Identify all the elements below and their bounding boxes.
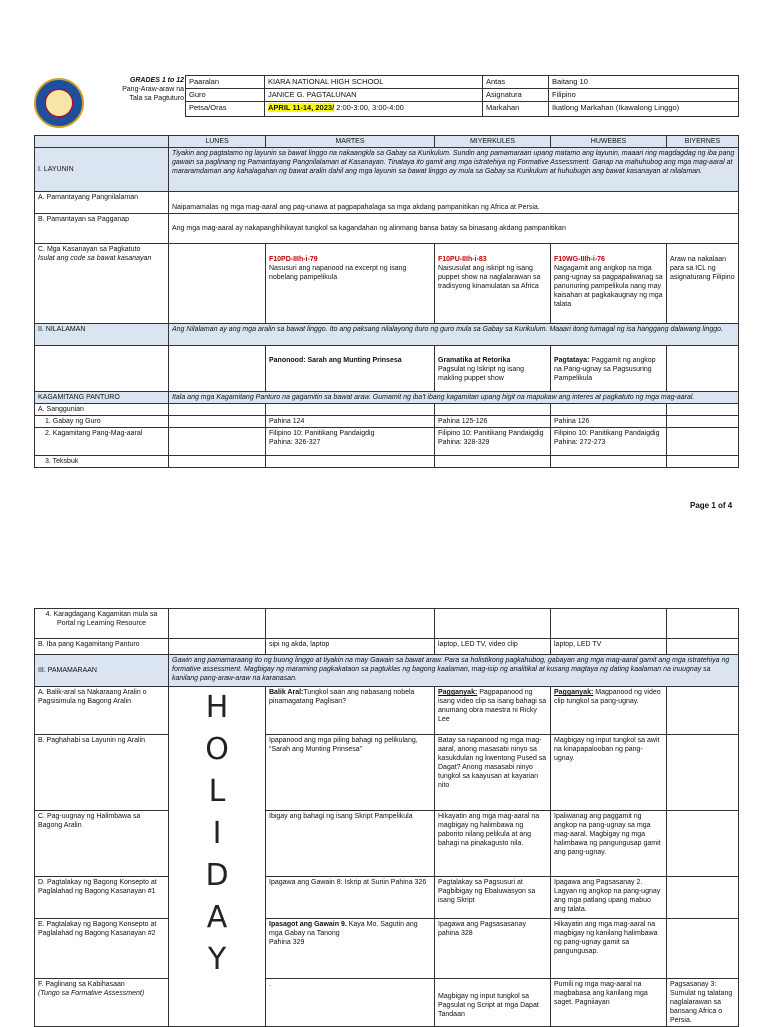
paghahabi-miyerkules: Batay sa napanood ng mga mag-aaral, anong masasabi ninyo sa kasukdulan ng kwentong Pused sa Dagat? Anong masasabi ninyo tungkol sa kaayusan at kayarian nito <box>435 735 551 811</box>
gawain-page: Pahina 329 <box>269 939 305 946</box>
balik-aral-tag: Balik Aral: <box>269 689 304 696</box>
pagganyak-tag: Pagganyak: <box>438 689 478 696</box>
kasanayan-cell <box>35 244 169 324</box>
form-title <box>100 76 184 103</box>
layunin-row <box>35 148 739 192</box>
nilalaman-huwebes <box>551 346 667 392</box>
teksbuk-row <box>35 456 739 468</box>
antas-label: Antas <box>483 76 549 89</box>
karagdagang-label: 4. Karagdagang Kagamitan mula sa Portal ng Learning Resource <box>35 609 169 639</box>
petsa-date: APRIL 11-14, 2023/ <box>268 103 335 112</box>
dll-line-1: Pang-Araw-araw na <box>122 86 184 93</box>
pamantayang-pangnilalaman-row <box>35 192 739 214</box>
page-number: 1 <box>711 501 716 510</box>
guro-label: Guro <box>186 89 265 102</box>
kasanayan-biyernes <box>667 244 739 324</box>
deped-seal-icon <box>34 78 84 128</box>
kagamitang-mag-aaral-row <box>35 428 739 456</box>
pagganap-label: B. Pamantayan sa Pagganap <box>35 214 169 244</box>
paghahabi-huwebes: Magbigay ng input tungkol sa awit na kinapapalooban ng pang-ugnay. <box>551 735 667 811</box>
gawain-tag: Ipasagot ang Gawain 9. <box>269 921 347 928</box>
konsepto-2-martes <box>266 919 435 979</box>
balik-aral-huwebes <box>551 687 667 735</box>
kag-huwebes <box>551 428 667 456</box>
karagdagang-row <box>35 609 739 639</box>
dll-line-2: Tala sa Pagtuturo <box>129 95 184 102</box>
kasanayan-huwebes <box>551 244 667 324</box>
pamantayan-pagganap-row <box>35 214 739 244</box>
paglinang-miyerkules: Pumili ng mga mag-aaral na magbabasa ang kanilang mga saget. Pagniiayan <box>551 979 667 1027</box>
iba-miyerkules: laptop, LED TV, video clip <box>435 639 551 655</box>
asignatura-label: Asignatura <box>483 89 549 102</box>
kag-martes-pages: Pahina: 326-327 <box>269 439 321 446</box>
iba-label: B. Iba pang Kagamitang Panturo <box>35 639 169 655</box>
gabay-miyerkules: Pahina 125-126 <box>435 416 551 428</box>
pangnilalaman-text: Naipamamalas ng mga mag-aaral ang pag-unawa at pagpapahalaga sa mga akdang pampanitikan ng Africa at Persia. <box>169 192 739 214</box>
teksbuk-label: 3. Teksbuk <box>35 456 169 468</box>
sanggunian-label: A. Sanggunian <box>35 404 169 416</box>
huwebes-topic: Pagtataya: <box>554 357 590 364</box>
pagganyak-tag: Pagganyak: <box>554 689 594 696</box>
holiday-letter: A <box>206 900 228 935</box>
petsa-label: Petsa/Oras <box>186 102 265 117</box>
petsa-time: 2:00-3:00, 3:00-4:00 <box>334 103 404 112</box>
day-lunes: LUNES <box>169 136 266 148</box>
balik-aral-text: Tungkol saan ang nabasang nobela pinamagatang Paglisan? <box>269 689 415 705</box>
dll-table-page-2 <box>34 608 739 1027</box>
gabay-huwebes: Pahina 126 <box>551 416 667 428</box>
miyerkules-subtopic: Pagsulat ng Iskript ng isang makling puppet show <box>438 366 524 382</box>
holiday-letter: D <box>205 858 229 893</box>
balik-aral-martes <box>266 687 435 735</box>
konsepto-2-row <box>35 919 739 979</box>
paghahabi-label: B. Paghahabi sa Layunin ng Aralin <box>35 735 169 811</box>
nilalaman-miyerkules <box>435 346 551 392</box>
kag-martes <box>266 428 435 456</box>
pamamaraan-text: Gawin ang pamamaraang ito ng buong linggo at tiyakin na may Gawain sa bawat araw. Para sa holistikong pagkahubog, gabayan ang mga mag-aaral gamit ang mga istratehiya ng formative assessment. Magbigay ng maraming pagkakataon sa pagtuklas ng bagong kaalaman, mag-isip ng analitikal at kusang magtaya ng dating kaalaman na inuugnay sa kanilang pang-araw-araw na karanasan. <box>169 655 739 687</box>
layunin-text: Tiyakin ang pagtatamo ng layunin sa bawat linggo na nakaangkla sa Gabay sa Kurikulum. Sundin ang pamamaraan upang matamo ang layunin, maaari ring magdagdag ng iba pang gawain sa paglinang ng Pamantayang Pangnilalaman at Kasanayan. Tinataya ito gamit ang mga istratehiya ng Formative Assessment. Ganap na mahuhubog ang mga mag-aaral at mararamdaman ang kahalagahan ng bawat aralin dahil ang mga layunin sa bawat linggo ay mula sa Gabay sa Kurikulum at huhubugin ang bawat kasanayan at nilalaman. <box>169 148 739 192</box>
paglinang-row <box>35 979 739 1027</box>
huwebes-competency: Nagagamit ang angkop na mga pang-ugnay sa pagpapaliwanag sa panunuring pampelikula nang may kaisahan at pagkakaugnay ng mga talata <box>554 265 663 308</box>
dll-table-page-1 <box>34 135 739 468</box>
konsepto-1-label: D. Pagtalakay ng Bagong Konsepto at Paglalahad ng Bagong Kasanayan #1 <box>35 877 169 919</box>
paglinang-huwebes: Pagsasanay 3: Sumulat ng talatang naglalarawan sa bansang Africa o Persia. <box>667 979 739 1027</box>
holiday-letter: L <box>208 774 226 809</box>
asignatura-value: Filipino <box>549 89 739 102</box>
layunin-label: I. LAYUNIN <box>35 148 169 192</box>
balik-aral-row <box>35 687 739 735</box>
biyernes-note: Araw na nakalaan para sa ICL ng asignaturang Filipino <box>670 256 735 281</box>
iba-pang-kagamitan-row <box>35 639 739 655</box>
kagamitang-text: Itala ang mga Kagamitang Panturo na gagamitin sa bawat araw. Gumamit ng iba't ibang kagamitan upang higit na mapukaw ang interes at pagkatuto ng mga mag-aaral. <box>169 392 739 404</box>
kasanayan-miyerkules <box>435 244 551 324</box>
pamamaraan-label: III. PAMAMARAAN <box>35 655 169 687</box>
paghahabi-row <box>35 735 739 811</box>
day-miyerkules: MIYERKULES <box>435 136 551 148</box>
konsepto-1-miyerkules: Pagtalakay sa Pagsusuri at Pagbibigay ng Ebaluwasyon sa isang Skript <box>435 877 551 919</box>
markahan-label: Markahan <box>483 102 549 117</box>
school-seal <box>34 78 84 128</box>
martes-competency: Nasusuri ang napanood na excerpt ng isang nobelang pampelikula <box>269 265 407 281</box>
miyerkules-topic: Gramatika at Retorika <box>438 357 511 364</box>
konsepto-1-martes: Ipagawa ang Gawain 8: Iskrip at Suriin Pahina 326 <box>266 877 435 919</box>
iba-huwebes: laptop, LED TV <box>551 639 667 655</box>
day-martes: MARTES <box>266 136 435 148</box>
konsepto-2-huwebes: Hikayatin ang mga mag-aaral na magbigay ng kanilang halimbawa ng pang-ugnay gamit sa pangungusap. <box>551 919 667 979</box>
holiday-letter: I <box>212 816 222 851</box>
balik-aral-miyerkules <box>435 687 551 735</box>
paghahabi-martes: Ipapanood ang mga piling bahagi ng pelikulang, “Sarah ang Munting Prinsesa” <box>266 735 435 811</box>
konsepto-2-miyerkules: Ipagawa ang Pagsasasanay pahina 328 <box>435 919 551 979</box>
pag-uugnay-label: C. Pag-uugnay ng Halimbawa sa Bagong Aralin <box>35 811 169 877</box>
konsepto-1-row <box>35 877 739 919</box>
huwebes-subtopic: Paggamit ng angkop na Pang-ugnay sa Pagsusuring Pampelikula <box>554 357 656 382</box>
grades-label: GRADES 1 to 12 <box>129 77 184 84</box>
kag-huw-book: Filipino 10: Panitikang Pandaigdig <box>554 430 660 437</box>
pangnilalaman-label: A. Pamantayang Pangnilalaman <box>35 192 169 214</box>
paglinang-martes <box>435 979 551 1027</box>
gawain-text: Kaya Mo. Sagutin ang mga Gabay na Tanong <box>269 921 418 937</box>
holiday-letter: O <box>205 732 229 767</box>
paglinang-label: F. Paglinang sa Kabihasaan <box>38 981 125 988</box>
gabay-label: 1. Gabay ng Guro <box>35 416 169 428</box>
kasanayan-martes <box>266 244 435 324</box>
pagganap-text: Ang mga mag-aaral ay nakapanghihikayat tungkol sa kagandahan ng alinmang bansa batay sa binasang akdang pampanitikan <box>169 214 739 244</box>
kagamitang-label: KAGAMITANG PANTURO <box>35 392 169 404</box>
kag-miyerkules <box>435 428 551 456</box>
page-indicator <box>690 501 732 510</box>
markahan-value: Ikatlong Markahan (Ikawalong Linggo) <box>549 102 739 117</box>
holiday-cell <box>169 687 266 1027</box>
huwebes-code: F10WG-IIIh-i-76 <box>554 256 605 263</box>
paglinang-lunes: . <box>266 979 435 1027</box>
guro-value: JANICE G. PAGTALUNAN <box>265 89 483 102</box>
kagamitang-row <box>35 392 739 404</box>
martes-topic: Panonood: Sarah ang Munting Prinsesa <box>269 357 402 364</box>
antas-value: Baitang 10 <box>549 76 739 89</box>
kag-miy-book: Filipino 10: Panitikang Pandaigdig <box>438 430 544 437</box>
kag-martes-book: Filipino 10: Panitikang Pandaigdig <box>269 430 375 437</box>
nilalaman-topics-row <box>35 346 739 392</box>
pag-uugnay-miyerkules: Hikayatin ang mga mag-aaral na magbigay ng halimbawa ng paborito nilang pelikula at ang bahagi na pinakagusto nila. <box>435 811 551 877</box>
miyerkules-competency: Naisusulat ang iskript ng isang puppet show na naglalarawan sa tradisyong kinamulatan sa Africa <box>438 265 541 290</box>
kag-mag-aaral-label: 2. Kagamitang Pang-Mag-aaral <box>35 428 169 456</box>
pag-uugnay-row <box>35 811 739 877</box>
konsepto-1-huwebes: Ipagawa ang Pagsasanay 2. Lagyan ng angkop na pang-ugnay ang mga patlang upang mabuo ang talata. <box>551 877 667 919</box>
day-biyernes: BIYERNES <box>667 136 739 148</box>
pamamaraan-row <box>35 655 739 687</box>
paglinang-martes-text: Magbigay ng input tungkol sa Pagsulat ng Script at mga Dapat Tandaan <box>438 993 539 1018</box>
petsa-value <box>265 102 483 117</box>
konsepto-2-label: E. Pagtalakay ng Bagong Konsepto at Paglalahad ng Bagong Kasanayan #2 <box>35 919 169 979</box>
iba-martes: sipi ng akda, laptop <box>266 639 435 655</box>
nilalaman-martes <box>266 346 435 392</box>
kasanayan-lunes <box>169 244 266 324</box>
gabay-row <box>35 416 739 428</box>
day-huwebes: HUWEBES <box>551 136 667 148</box>
miyerkules-code: F10PU-IIIh-i-83 <box>438 256 487 263</box>
pagganyak-text: Pagpapanood ng isang video clip sa isang bahagi sa anumang obra maestra ni Ricky Lee <box>438 689 547 723</box>
kasanayan-sub: Isulat ang code sa bawat kasanayan <box>38 255 152 262</box>
sanggunian-row <box>35 404 739 416</box>
paaralan-label: Paaralan <box>186 76 265 89</box>
pagganyak-text: Magpanood ng video clip tungkol sa pang-ugnay. <box>554 689 661 705</box>
kasanayan-row <box>35 244 739 324</box>
gabay-martes: Pahina 124 <box>266 416 435 428</box>
pag-uugnay-huwebes: Ipaliwanag ang paggamit ng angkop na pang-ugnay sa mga mag-aaral. Magbigay ng mga halimbawa ng pangungusap gamit ang pang-ugnay. <box>551 811 667 877</box>
page-label: Page <box>690 501 712 510</box>
balik-aral-label: A. Balik-aral sa Nakaraang Aralin o Pagsisimula ng Bagong Aralin <box>35 687 169 735</box>
paaralan-value: KIARA NATIONAL HIGH SCHOOL <box>265 76 483 89</box>
kag-miy-pages: Pahina: 328-329 <box>438 439 490 446</box>
holiday-letter: Y <box>207 942 227 977</box>
martes-code: F10PD-IIIh-i-79 <box>269 256 318 263</box>
days-header-row <box>35 136 739 148</box>
paglinang-sub: (Tungo sa Formative Assessment) <box>38 990 145 997</box>
kag-huw-pages: Pahina: 272-273 <box>554 439 606 446</box>
header-table <box>185 75 739 117</box>
nilalaman-label: II. NILALAMAN <box>35 324 169 346</box>
nilalaman-row <box>35 324 739 346</box>
page-total: of 4 <box>715 501 733 510</box>
nilalaman-text: Ang Nilalaman ay ang mga aralin sa bawat linggo. Ito ang paksang nilalayong ituro ng guro mula sa Gabay sa Kurikulum. Maaari itong tumagal ng isa hanggang dalawang linggo. <box>169 324 739 346</box>
pag-uugnay-martes: Ibigay ang bahagi ng isang Skript Pampelikula <box>266 811 435 877</box>
holiday-letter: H <box>205 690 229 725</box>
paglinang-cell <box>35 979 169 1027</box>
kasanayan-label: C. Mga Kasanayan sa Pagkatuto <box>38 246 141 253</box>
